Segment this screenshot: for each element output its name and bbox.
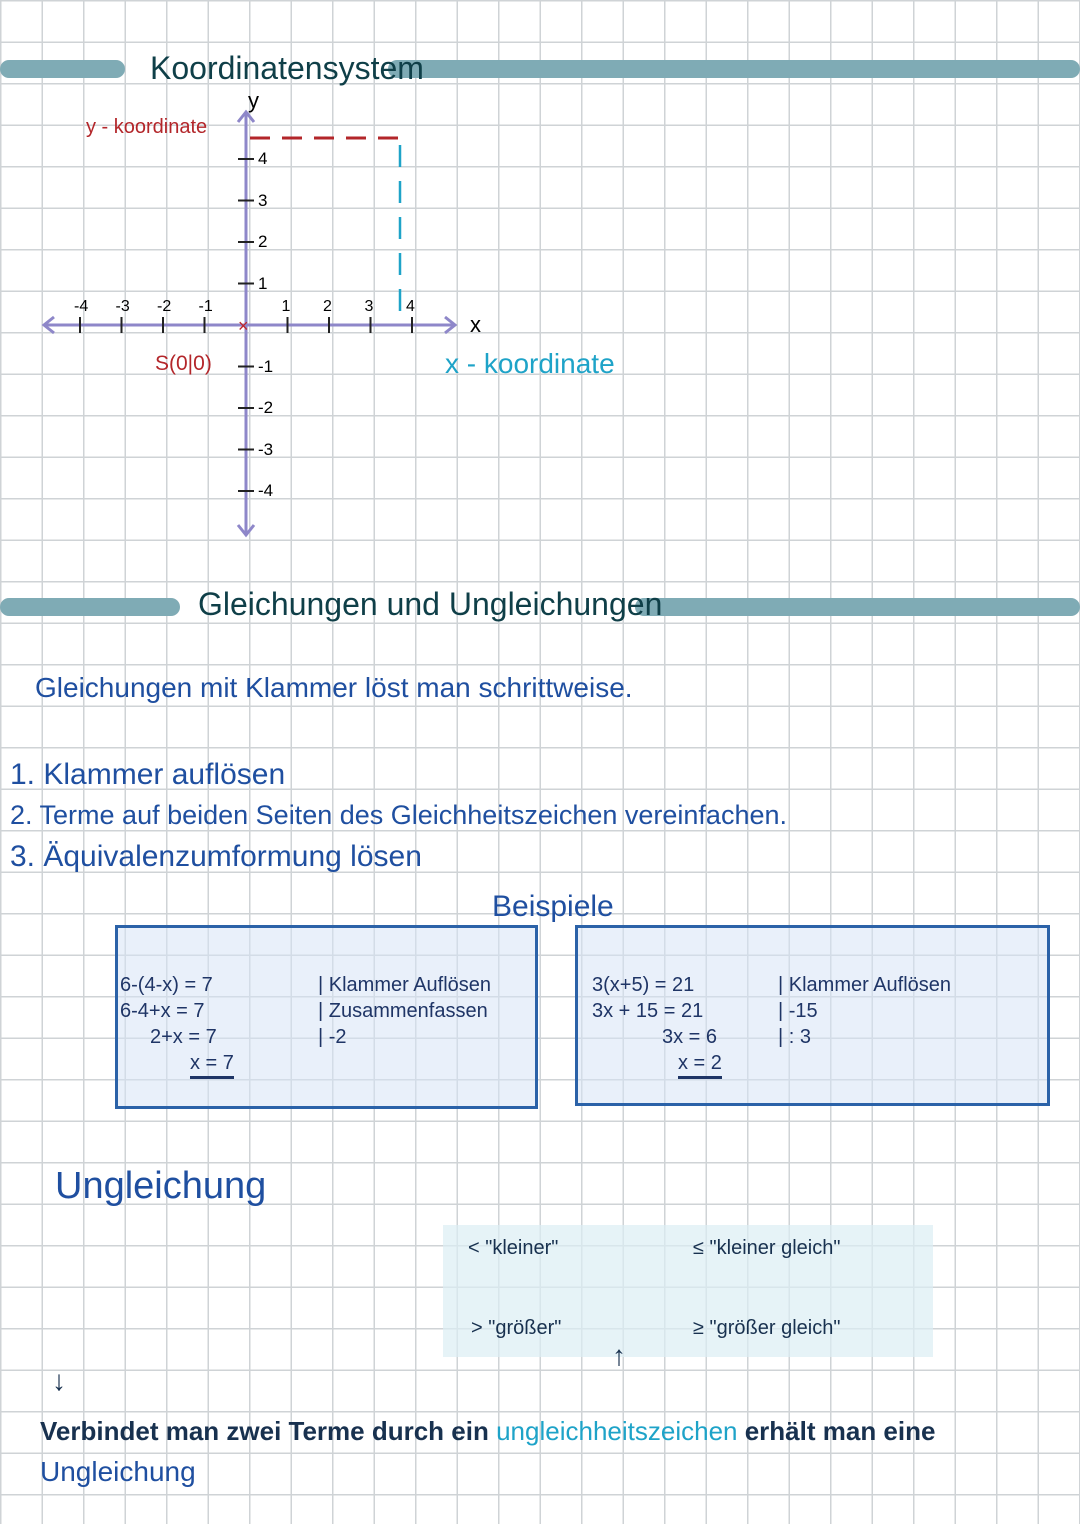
svg-text:×: × bbox=[238, 316, 249, 336]
arrow-up-icon: ↑ bbox=[612, 1340, 626, 1371]
example-box-1 bbox=[115, 925, 538, 1109]
example-box-2 bbox=[575, 925, 1050, 1106]
title-bar-right-2 bbox=[635, 598, 1080, 616]
y-tick-label: -1 bbox=[258, 356, 274, 376]
step-2: 2. Terme auf beiden Seiten des Gleichheitszeichen vereinfachen. bbox=[10, 800, 787, 830]
example1-note: | -2 bbox=[318, 1026, 347, 1048]
example1-note: | Klammer Auflösen bbox=[318, 974, 492, 996]
example1-line: 6-4+x = 7 bbox=[120, 1000, 205, 1022]
arrow-down-icon: ↓ bbox=[52, 1365, 66, 1396]
example2-note: | : 3 bbox=[778, 1026, 811, 1048]
examples-heading: Beispiele bbox=[492, 890, 614, 923]
y-axis-label: y bbox=[248, 88, 259, 113]
x-tick-label: -2 bbox=[157, 298, 172, 315]
title-bar-left-2 bbox=[0, 598, 180, 616]
step-3: 3. Äquivalenzumformung lösen bbox=[10, 840, 422, 873]
ungleichung-heading: Ungleichung bbox=[55, 1165, 267, 1207]
section-title-koordinatensystem: Koordinatensystem bbox=[150, 50, 424, 86]
symbols-panel bbox=[443, 1225, 933, 1357]
x-tick-label: 3 bbox=[364, 298, 374, 315]
x-koordinate-annotation: x - koordinate bbox=[445, 348, 615, 379]
example2-result: x = 2 bbox=[678, 1050, 722, 1079]
coordinate-system bbox=[0, 0, 1080, 560]
example1-note: | Zusammenfassen bbox=[318, 1000, 488, 1022]
example2-line: 3x = 6 bbox=[662, 1026, 718, 1048]
symbol-less-equal: ≤ "kleiner gleich" bbox=[693, 1237, 841, 1259]
definition-sentence-end: Ungleichung bbox=[40, 1456, 196, 1487]
example2-note: | -15 bbox=[778, 1000, 818, 1022]
x-tick-label: 4 bbox=[406, 298, 415, 315]
y-tick-label: 4 bbox=[258, 149, 268, 168]
x-tick-label: 2 bbox=[323, 298, 332, 315]
x-tick-label: -3 bbox=[115, 298, 130, 315]
step-1: 1. Klammer auflösen bbox=[10, 758, 286, 791]
x-tick-label: -4 bbox=[74, 298, 89, 315]
example1-line: 2+x = 7 bbox=[150, 1026, 217, 1048]
symbol-greater-equal: ≥ "größer gleich" bbox=[693, 1317, 841, 1339]
origin-label: S(0|0) bbox=[155, 352, 212, 375]
x-tick-label: -1 bbox=[198, 298, 213, 315]
y-tick-label: -3 bbox=[258, 439, 274, 459]
highlight-word: ungleichheitszeichen bbox=[496, 1416, 738, 1446]
y-tick-label: -2 bbox=[258, 398, 274, 417]
intro-text: Gleichungen mit Klammer löst man schrittweise. bbox=[35, 672, 633, 703]
example2-line: 3(x+5) = 21 bbox=[592, 974, 695, 996]
section-title-gleichungen: Gleichungen und Ungleichungen bbox=[198, 586, 663, 622]
x-axis-label: x bbox=[470, 312, 481, 337]
y-tick-label: 1 bbox=[258, 273, 268, 293]
example2-note: | Klammer Auflösen bbox=[778, 974, 952, 996]
symbol-greater: > "größer" bbox=[471, 1317, 562, 1339]
definition-sentence: Verbindet man zwei Terme durch ein ungleichheitszeichen erhält man eine bbox=[40, 1416, 936, 1446]
example2-line: 3x + 15 = 21 bbox=[592, 1000, 704, 1022]
symbol-less: < "kleiner" bbox=[468, 1237, 559, 1259]
x-tick-label: 1 bbox=[281, 298, 291, 315]
y-tick-label: 3 bbox=[258, 190, 268, 210]
y-tick-label: 2 bbox=[258, 232, 268, 251]
example1-line: 6-(4-x) = 7 bbox=[120, 974, 213, 996]
y-koordinate-annotation: y - koordinate bbox=[86, 116, 208, 138]
y-tick-label: -4 bbox=[258, 481, 274, 500]
example1-result: x = 7 bbox=[190, 1050, 234, 1079]
